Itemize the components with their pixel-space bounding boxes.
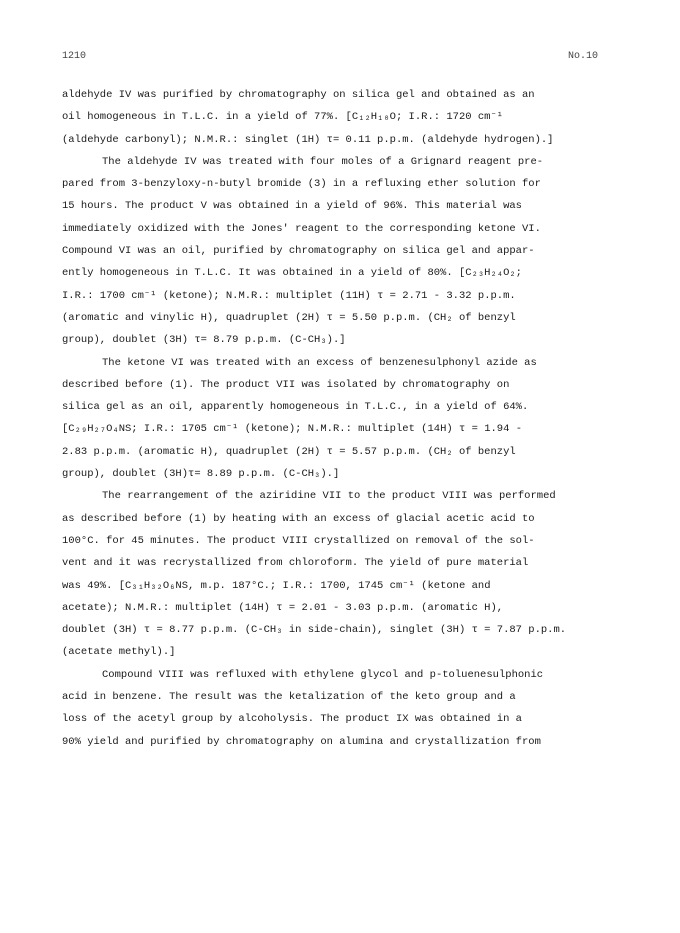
text-line: vent and it was recrystallized from chloroform. The yield of pure material xyxy=(62,557,529,570)
text-line: I.R.: 1700 cm⁻¹ (ketone); N.M.R.: multiplet (11H) τ = 2.71 - 3.32 p.p.m. xyxy=(62,289,516,302)
body-text xyxy=(62,84,622,753)
text-line: silica gel as an oil, apparently homogeneous in T.L.C., in a yield of 64%. xyxy=(62,401,529,414)
text-line: 100°C. for 45 minutes. The product VIII crystallized on removal of the sol- xyxy=(62,534,535,547)
text-line: (aromatic and vinylic H), quadruplet (2H) τ = 5.50 p.p.m. (CH₂ of benzyl xyxy=(62,311,516,324)
paragraph-first-line: The aldehyde IV was treated with four moles of a Grignard reagent pre- xyxy=(102,155,544,168)
text-line: as described before (1) by heating with an excess of glacial acetic acid to xyxy=(62,512,535,525)
paragraph-first-line: Compound VIII was refluxed with ethylene glycol and p-toluenesulphonic xyxy=(102,668,544,681)
text-line: group), doublet (3H) τ= 8.79 p.p.m. (C-CH₃).] xyxy=(62,334,346,347)
page-header xyxy=(62,51,598,65)
text-line: (acetate methyl).] xyxy=(62,646,176,659)
text-line: Compound VI was an oil, purified by chromatography on silica gel and appar- xyxy=(62,245,535,258)
text-line: aldehyde IV was purified by chromatography on silica gel and obtained as an xyxy=(62,89,535,101)
page-number: 1210 xyxy=(62,51,87,62)
paragraph-first-line: The rearrangement of the aziridine VII to the product VIII was performed xyxy=(102,490,556,503)
text-line: (aldehyde carbonyl); N.M.R.: singlet (1H) τ= 0.11 p.p.m. (aldehyde hydrogen).] xyxy=(62,133,554,146)
text-line: was 49%. [C₃₁H₃₂O₆NS, m.p. 187°C.; I.R.: 1700, 1745 cm⁻¹ (ketone and xyxy=(62,579,491,592)
text-line: acid in benzene. The result was the ketalization of the keto group and a xyxy=(62,691,516,704)
text-line: doublet (3H) τ = 8.77 p.p.m. (C-CH₃ in side-chain), singlet (3H) τ = 7.87 p.p.m. xyxy=(62,624,567,637)
text-line: 90% yield and purified by chromatography on alumina and crystallization from xyxy=(62,735,541,748)
text-line: loss of the acetyl group by alcoholysis. The product IX was obtained in a xyxy=(62,713,522,726)
text-line: ently homogeneous in T.L.C. It was obtained in a yield of 80%. [C₂₃H₂₄O₂; xyxy=(62,267,522,280)
text-line: described before (1). The product VII was isolated by chromatography on xyxy=(62,378,510,391)
paragraph-first-line: The ketone VI was treated with an excess of benzenesulphonyl azide as xyxy=(102,356,537,369)
text-line: pared from 3-benzyloxy-n-butyl bromide (3) in a refluxing ether solution for xyxy=(62,178,541,191)
text-line: group), doublet (3H)τ= 8.89 p.p.m. (C-CH₃).] xyxy=(62,468,340,481)
text-line: immediately oxidized with the Jones' reagent to the corresponding ketone VI. xyxy=(62,222,541,235)
text-line: 15 hours. The product V was obtained in a yield of 96%. This material was xyxy=(62,200,522,213)
text-line: [C₂₉H₂₇O₄NS; I.R.: 1705 cm⁻¹ (ketone); N.M.R.: multiplet (14H) τ = 1.94 - xyxy=(62,423,522,436)
text-line: acetate); N.M.R.: multiplet (14H) τ = 2.01 - 3.03 p.p.m. (aromatic H), xyxy=(62,601,504,614)
text-line: oil homogeneous in T.L.C. in a yield of 77%. [C₁₂H₁₀O; I.R.: 1720 cm⁻¹ xyxy=(62,111,504,124)
text-line: 2.83 p.p.m. (aromatic H), quadruplet (2H) τ = 5.57 p.p.m. (CH₂ of benzyl xyxy=(62,445,516,458)
journal-issue-number: No.10 xyxy=(567,51,598,62)
